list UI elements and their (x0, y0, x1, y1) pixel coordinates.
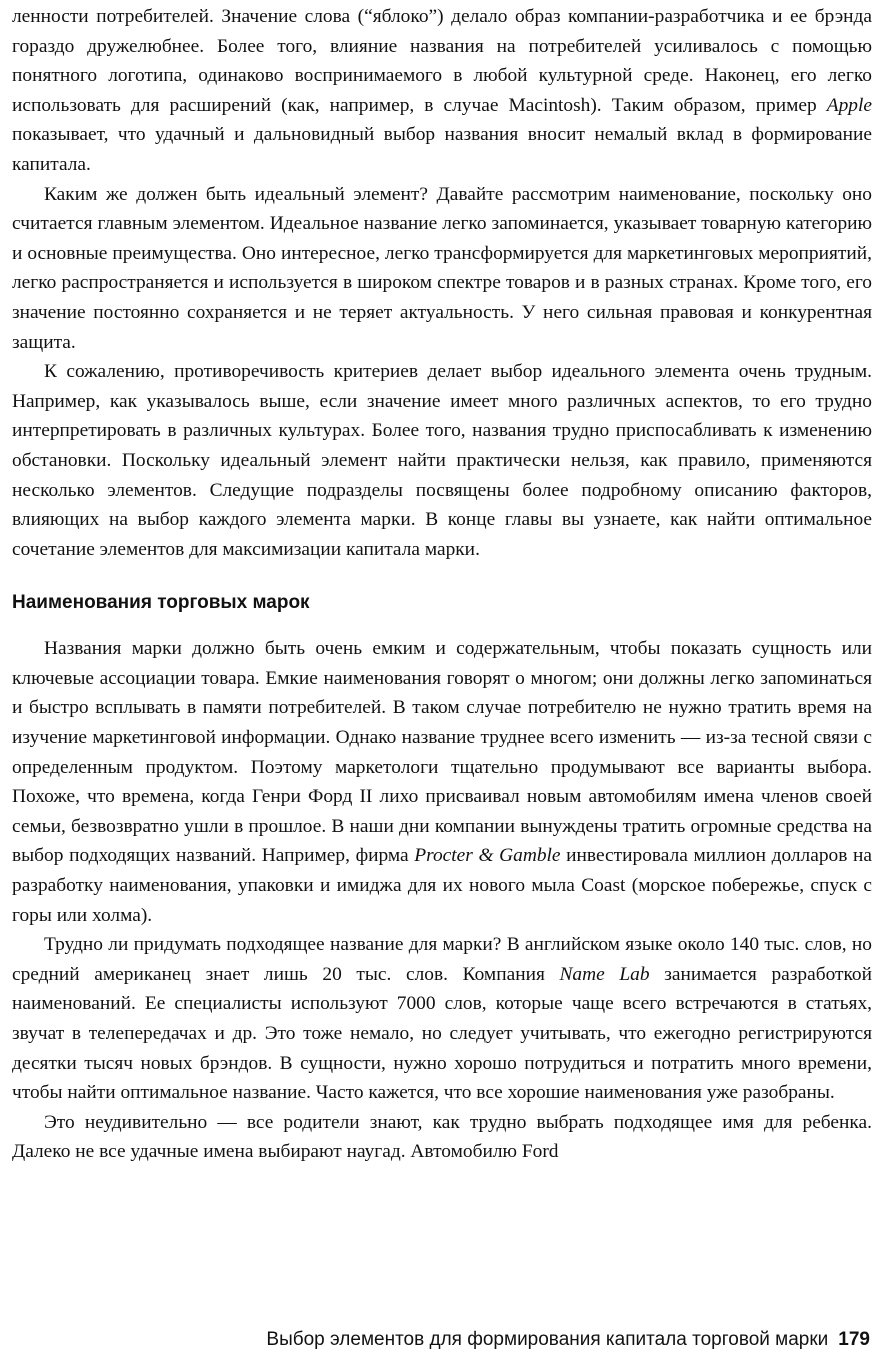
paragraph-4 (12, 634, 872, 930)
company-name-procter-gamble: Procter & Gamble (414, 845, 561, 867)
paragraph-5-text-b: занимается разработкой наименований. Ее специалисты используют 7000 слов, которые чаще всего встречаются в статьях, звучат в телепередачах и др. Это тоже немало, но следует учитывать, что ежегодно регистрируются десятки тысяч новых брэндов. В сущности, нужно хорошо потрудиться и потратить много времени, чтобы найти оптимальное название. Часто кажется, что все хорошие наименования уже разобраны. (12, 963, 872, 1104)
paragraph-5-text-a: Трудно ли придумать подходящее название для марки? В английском языке около 140 тыс. слов, но средний американец знает лишь 20 тыс. слов. Компания (12, 934, 872, 985)
paragraph-1-text-a: ленности потребителей. Значение слова (“яблоко”) делало образ компании-разработчика и ее брэнда гораздо дружелюбнее. Более того, влияние названия на потребителей усиливалось с помощью понятного логотипа, одинаково воспринимаемого в любой культурной среде. Наконец, его легко использовать для расширений (как, например, в случае Macintosh). Таким образом, пример (12, 6, 872, 116)
paragraph-3: К сожалению, противоречивость критериев делает выбор идеального элемента очень трудным. Например, как указывалось выше, если значение имеет много различных аспектов, то его трудно интерпретировать в различных культурах. Более того, названия трудно приспосабливать к изменению обстановки. Поскольку идеальный элемент найти практически нельзя, как правило, применяются несколько элементов. Следущие подразделы посвящены более подробному описанию факторов, влияющих на выбор каждого элемента марки. В конце главы вы узнаете, как найти оптимальное сочетание элементов для максимизации капитала марки. (12, 361, 872, 560)
section-heading: Наименования торговых марок (12, 592, 310, 614)
paragraph-5 (12, 930, 872, 1108)
page-number: 179 (838, 1329, 870, 1350)
paragraph-2: Каким же должен быть идеальный элемент? Давайте рассмотрим наименование, поскольку оно считается главным элементом. Идеальное название легко запоминается, указывает товарную категорию и основные преимущества. Оно интересное, легко трансформируется для маркетинговых мероприятий, легко распространяется и используется в широком спектре товаров и в разных странах. Кроме того, его значение постоянно сохраняется и не теряет актуальность. У него сильная правовая и конкурентная защита. (12, 183, 872, 353)
paragraph-6: Это неудивительно — все родители знают, как трудно выбрать подходящее имя для ребенка. Далеко не все удачные имена выбирают наугад. Автомобилю Ford (12, 1111, 872, 1163)
paragraph-4-text-b: инвестировала миллион долларов на разработку наименования, упаковки и имиджа для их нового мыла Coast (морское побережье, спуск с горы или холма). (12, 845, 872, 926)
running-title: Выбор элементов для формирования капитала торговой марки (266, 1329, 829, 1350)
paragraph-1 (12, 2, 872, 180)
company-name-apple: Apple (826, 94, 872, 116)
paragraph-1-text-b: показывает, что удачный и дальновидный выбор названия вносит немалый вклад в формирование капитала. (12, 124, 872, 175)
company-name-name-lab: Name Lab (559, 963, 650, 985)
paragraph-4-text-a: Названия марки должно быть очень емким и содержательным, чтобы показать сущность или ключевые ассоциации товара. Емкие наименования говорят о многом; они должны легко запоминаться и быстро всплывать в памяти потребителей. В таком случае потребителю не нужно тратить время на изучение маркетинговой информации. Однако название труднее всего изменить — из-за тесной связи с определенным продуктом. Поэтому маркетологи тщательно продумывают все варианты выбора. Похоже, что времена, когда Генри Форд II лихо присваивал новым автомобилям имена членов своей семьи, безвозвратно ушли в прошлое. В наши дни компании вынуждены тратить огромные средства на выбор подходящих названий. Например, фирма (12, 638, 872, 867)
page-footer (0, 1328, 870, 1352)
